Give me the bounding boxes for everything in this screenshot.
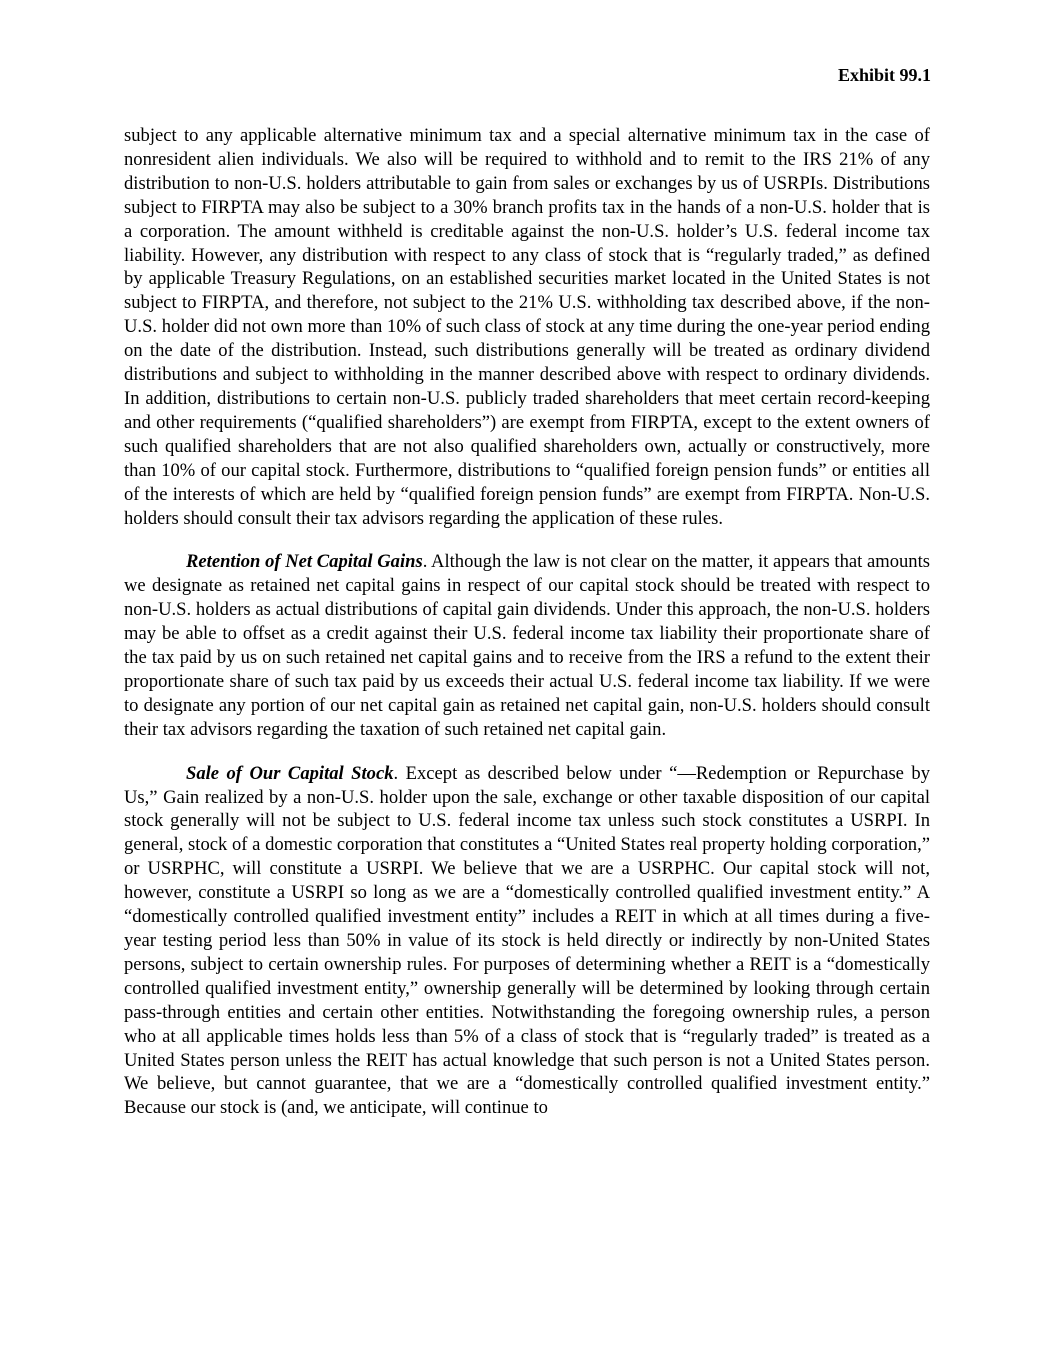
- document-body: [124, 124, 930, 1140]
- section-heading: Sale of Our Capital Stock: [186, 762, 394, 784]
- section-heading: Retention of Net Capital Gains: [186, 551, 423, 573]
- paragraph-text: Although the law is not clear on the matter, it appears that amounts we designate as retained net capital gains in respect of our capital stock should be treated with respect to non-U.S. holders as actual distributions of capital gain dividends. Under this approach, the non-U.S. holders may be able to offset as a credit against their U.S. federal income tax liability their proportionate share of the tax paid by us on such retained net capital gains and to receive from the IRS a refund to the extent their proportionate share of such tax paid by us exceeds their actual U.S. federal income tax liability. If we were to designate any portion of our net capital gain as retained net capital gain, non-U.S. holders should consult their tax advisors regarding the taxation of such retained net capital gain.: [124, 551, 931, 740]
- exhibit-label: Exhibit 99.1: [837, 65, 931, 85]
- paragraph-text: subject to any applicable alternative minimum tax and a special alternative minimum tax in the case of nonresident alien individuals. We also will be required to withhold and to remit to the IRS 21% of any distribution to non-U.S. holders attributable to gain from sales or exchanges by us of USRPIs. Distributions subject to FIRPTA may also be subject to a 30% branch profits tax in the hands of a non-U.S. holder that is a corporation. The amount withheld is creditable against the non-U.S. holder’s U.S. federal income tax liability. However, any distribution with respect to any class of stock that is “regularly traded,” as defined by applicable Treasury Regulations, on an established securities market located in the United States is not subject to FIRPTA, and therefore, not subject to the 21% U.S. withholding tax described above, if the non-U.S. holder did not own more than 10% of such class of stock at any time during the one-year period ending on the date of the distribution. Instead, such distributions generally will be treated as ordinary dividend distributions and subject to withholding in the manner described above with respect to ordinary dividends. In addition, distributions to certain non-U.S. publicly traded shareholders that meet certain record-keeping and other requirements (“qualified shareholders”) are exempt from FIRPTA, except to the extent owners of such qualified shareholders that are not also qualified shareholders own, actually or constructively, more than 10% of our capital stock. Furthermore, distributions to “qualified foreign pension funds” or entities all of the interests of which are held by “qualified foreign pension funds” are exempt from FIRPTA. Non-U.S. holders should consult their tax advisors regarding the application of these rules.: [124, 125, 930, 529]
- paragraph-text: Except as described below under “—Redemption or Repurchase by Us,” Gain realized by a non-U.S. holder upon the sale, exchange or other taxable disposition of our capital stock generally will not be subject to U.S. federal income tax unless such stock constitutes a USRPI. In general, stock of a domestic corporation that constitutes a “United States real property holding corporation,” or USRPHC, will constitute a USRPI. We believe that we are a USRPHC. Our capital stock will not, however, constitute a USRPI so long as we are a “domestically controlled qualified investment entity.” A “domestically controlled qualified investment entity” includes a REIT in which at all times during a five-year testing period less than 50% in value of its stock is held directly or indirectly by non-United States persons, subject to certain ownership rules. For purposes of determining whether a REIT is a “domestically controlled qualified investment entity,” ownership generally will be determined by looking through certain pass-through entities and certain other entities. Notwithstanding the foregoing ownership rules, a person who at all applicable times holds less than 5% of a class of stock that is “regularly traded” is treated as a United States person unless the REIT has actual knowledge that such person is not a United States person. We believe, but cannot guarantee, that we are a “domestically controlled qualified investment entity.” Because our stock is (and, we anticipate, will continue to: [124, 762, 930, 1119]
- heading-suffix: .: [422, 551, 432, 573]
- paragraph-retention-of-net-capital-gains: [124, 550, 930, 741]
- paragraph-firpta-distributions: [124, 124, 930, 530]
- heading-suffix: .: [393, 762, 406, 784]
- paragraph-sale-of-our-capital-stock: [124, 762, 930, 1121]
